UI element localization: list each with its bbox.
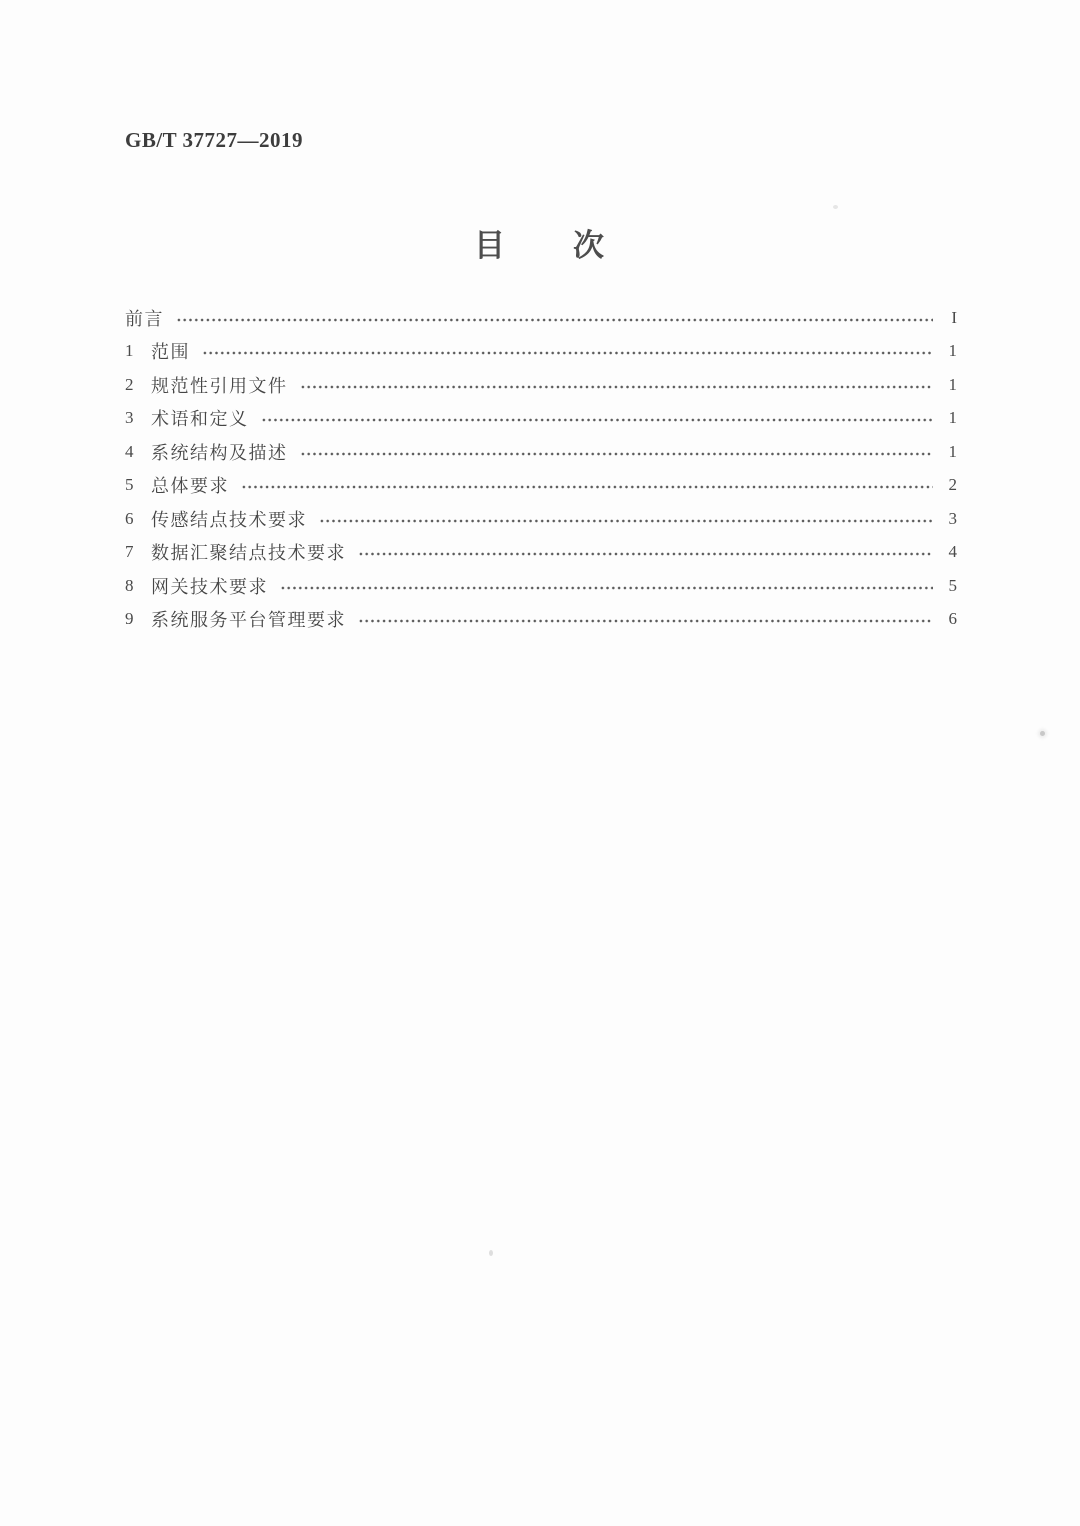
toc-entry-page: 1 (948, 374, 957, 394)
toc-entry-number: 4 (125, 441, 134, 461)
toc-entry-label: 前言 (125, 308, 164, 329)
toc-entry-label: 范围 (151, 342, 190, 363)
toc-entry-number: 7 (125, 542, 134, 562)
toc-entry (125, 502, 957, 536)
toc-entry (125, 569, 957, 603)
toc-entry (125, 368, 957, 402)
toc-entry-page: 4 (948, 542, 957, 562)
toc-entry-label: 术语和定义 (151, 409, 249, 430)
toc-entry-label: 规范性引用文件 (151, 375, 288, 396)
toc-entry-page: I (951, 307, 957, 327)
toc-entry-label: 总体要求 (151, 476, 229, 497)
toc-entry-number: 3 (125, 408, 134, 428)
toc-entry-page: 1 (948, 408, 957, 428)
toc-entry-label: 系统服务平台管理要求 (151, 610, 346, 631)
toc-list (125, 301, 957, 636)
toc-entry-number: 1 (125, 341, 134, 361)
toc-entry-label: 系统结构及描述 (151, 442, 288, 463)
toc-entry-label: 数据汇聚结点技术要求 (151, 543, 346, 564)
toc-entry (125, 603, 957, 637)
toc-entry (125, 536, 957, 570)
toc-entry-page: 1 (948, 441, 957, 461)
toc-entry-number: 6 (125, 508, 134, 528)
dot-leader (176, 301, 933, 335)
toc-entry-number: 5 (125, 475, 134, 495)
dot-leader (358, 603, 933, 637)
toc-entry (125, 301, 957, 335)
toc-entry (125, 435, 957, 469)
dot-leader (300, 368, 934, 402)
toc-entry (125, 335, 957, 369)
toc-entry-number: 9 (125, 609, 134, 629)
toc-entry-page: 2 (948, 475, 957, 495)
dot-leader (261, 402, 934, 436)
toc-entry-page: 6 (948, 609, 957, 629)
scan-speck (833, 205, 838, 209)
toc-entry-label: 传感结点技术要求 (151, 509, 307, 530)
toc-entry (125, 402, 957, 436)
scan-speck (1040, 731, 1045, 736)
toc-entry-number: 2 (125, 374, 134, 394)
dot-leader (358, 536, 933, 570)
dot-leader (280, 569, 933, 603)
toc-entry-label: 网关技术要求 (151, 576, 268, 597)
scan-speck (489, 1250, 493, 1256)
dot-leader (241, 469, 933, 503)
toc-entry-page: 5 (948, 575, 957, 595)
toc-entry (125, 469, 957, 503)
toc-entry-number: 8 (125, 575, 134, 595)
dot-leader (202, 335, 933, 369)
dot-leader (300, 435, 934, 469)
standard-number: GB/T 37727—2019 (125, 128, 304, 152)
toc-title: 目 次 (474, 228, 606, 263)
toc-entry-page: 1 (948, 341, 957, 361)
dot-leader (319, 502, 933, 536)
toc-entry-page: 3 (948, 508, 957, 528)
